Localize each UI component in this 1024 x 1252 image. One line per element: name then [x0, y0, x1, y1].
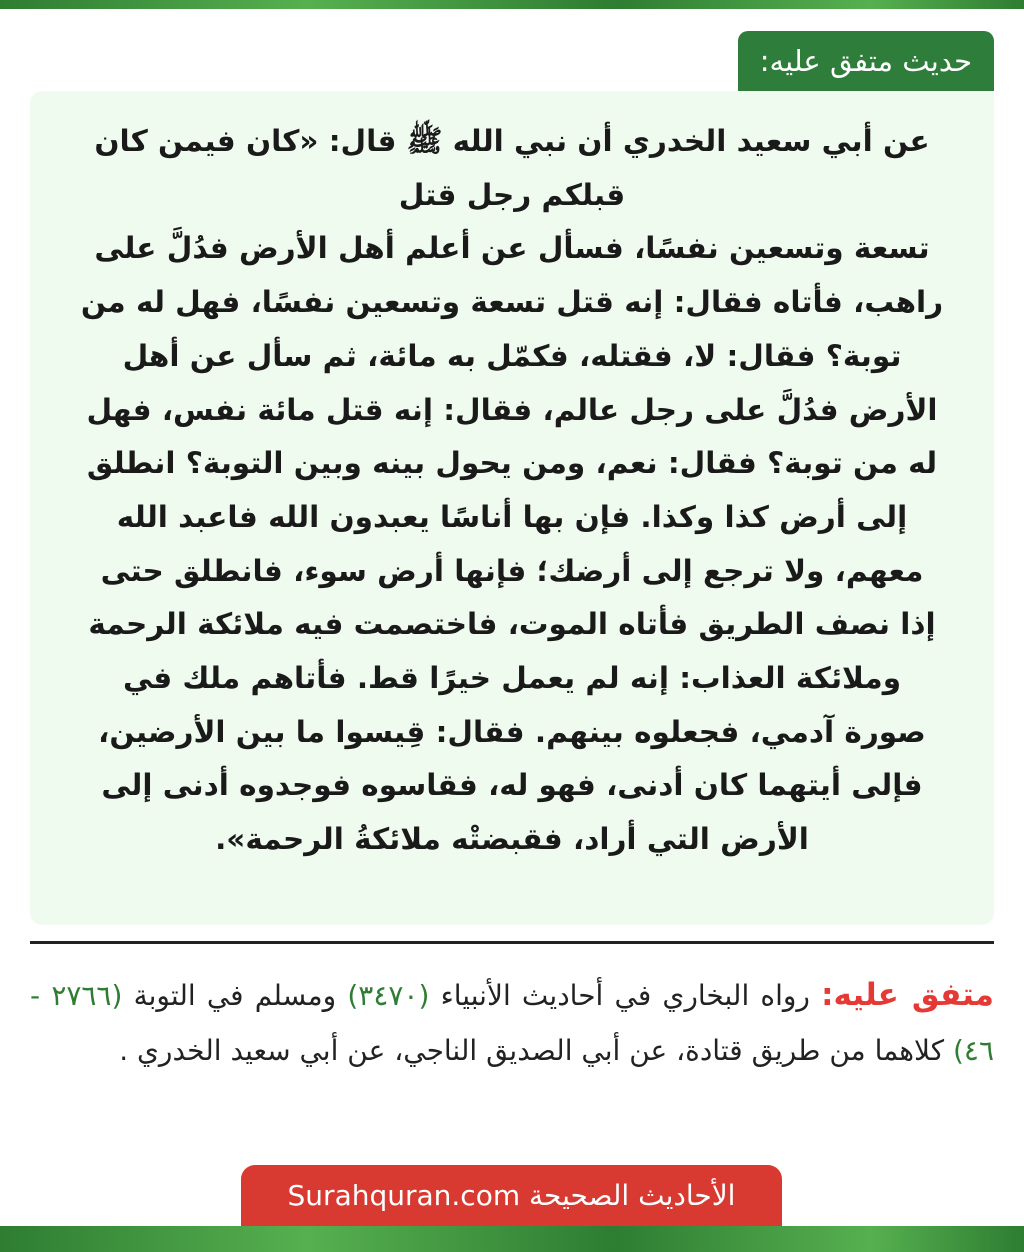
bottom-decor-bar: [0, 1226, 1024, 1252]
hadith-line-1: عن أبي سعيد الخدري أن نبي الله ﷺ قال: «كان فيمن كان: [94, 124, 930, 158]
source-number-bukhari: (٣٤٧٠): [347, 979, 430, 1012]
source-label: متفق عليه:: [821, 977, 994, 1013]
hadith-text: [78, 115, 946, 867]
site-footer-badge[interactable]: الأحاديث الصحيحة Surahquran.com: [241, 1165, 782, 1226]
source-number-muslim: (٢٧٦٦ - ٤٦): [30, 979, 994, 1067]
hadith-heading-badge: حديث متفق عليه:: [738, 31, 994, 91]
source-text-2: ومسلم في التوبة: [122, 979, 348, 1012]
hadith-body: تسعة وتسعين نفسًا، فسأل عن أعلم أهل الأرض فدُلَّ على راهب، فأتاه فقال: إنه قتل تسعة وتسعين نفسًا، فهل له من توبة؟ فقال: لا، فقتله، فكمّل به مائة، ثم سأل عن أهل الأرض فدُلَّ على رجل عالم، فقال: إنه قتل مائة نفس، فهل له من توبة؟ فقال: نعم، ومن يحول بينه وبين التوبة؟ انطلق إلى أرض كذا وكذا. فإن بها أناسًا يعبدون الله فاعبد الله معهم، ولا ترجع إلى أرضك؛ فإنها أرض سوء، فانطلق حتى إذا نصف الطريق فأتاه الموت، فاختصمت فيه ملائكة الرحمة وملائكة العذاب: إنه لم يعمل خيرًا قط. فأتاهم ملك في صورة آدمي، فجعلوه بينهم. فقال: قِيسوا ما بين الأرضين، فإلى أيتهما كان أدنى، فهو له، فقاسوه فوجدوه أدنى إلى الأرض التي أراد، فقبضتْه ملائكةُ الرحمة».: [80, 231, 944, 857]
source-text-1: رواه البخاري في أحاديث الأنبياء: [429, 979, 822, 1012]
hadith-box: [30, 91, 994, 925]
divider: [30, 941, 994, 944]
hadith-source: [30, 968, 994, 1078]
source-text-3: كلاهما من طريق قتادة، عن أبي الصديق الناجي، عن أبي سعيد الخدري .: [119, 1034, 953, 1067]
hadith-line-2: قبلكم رجل قتل: [398, 177, 626, 212]
top-decor-bar: [0, 0, 1024, 9]
